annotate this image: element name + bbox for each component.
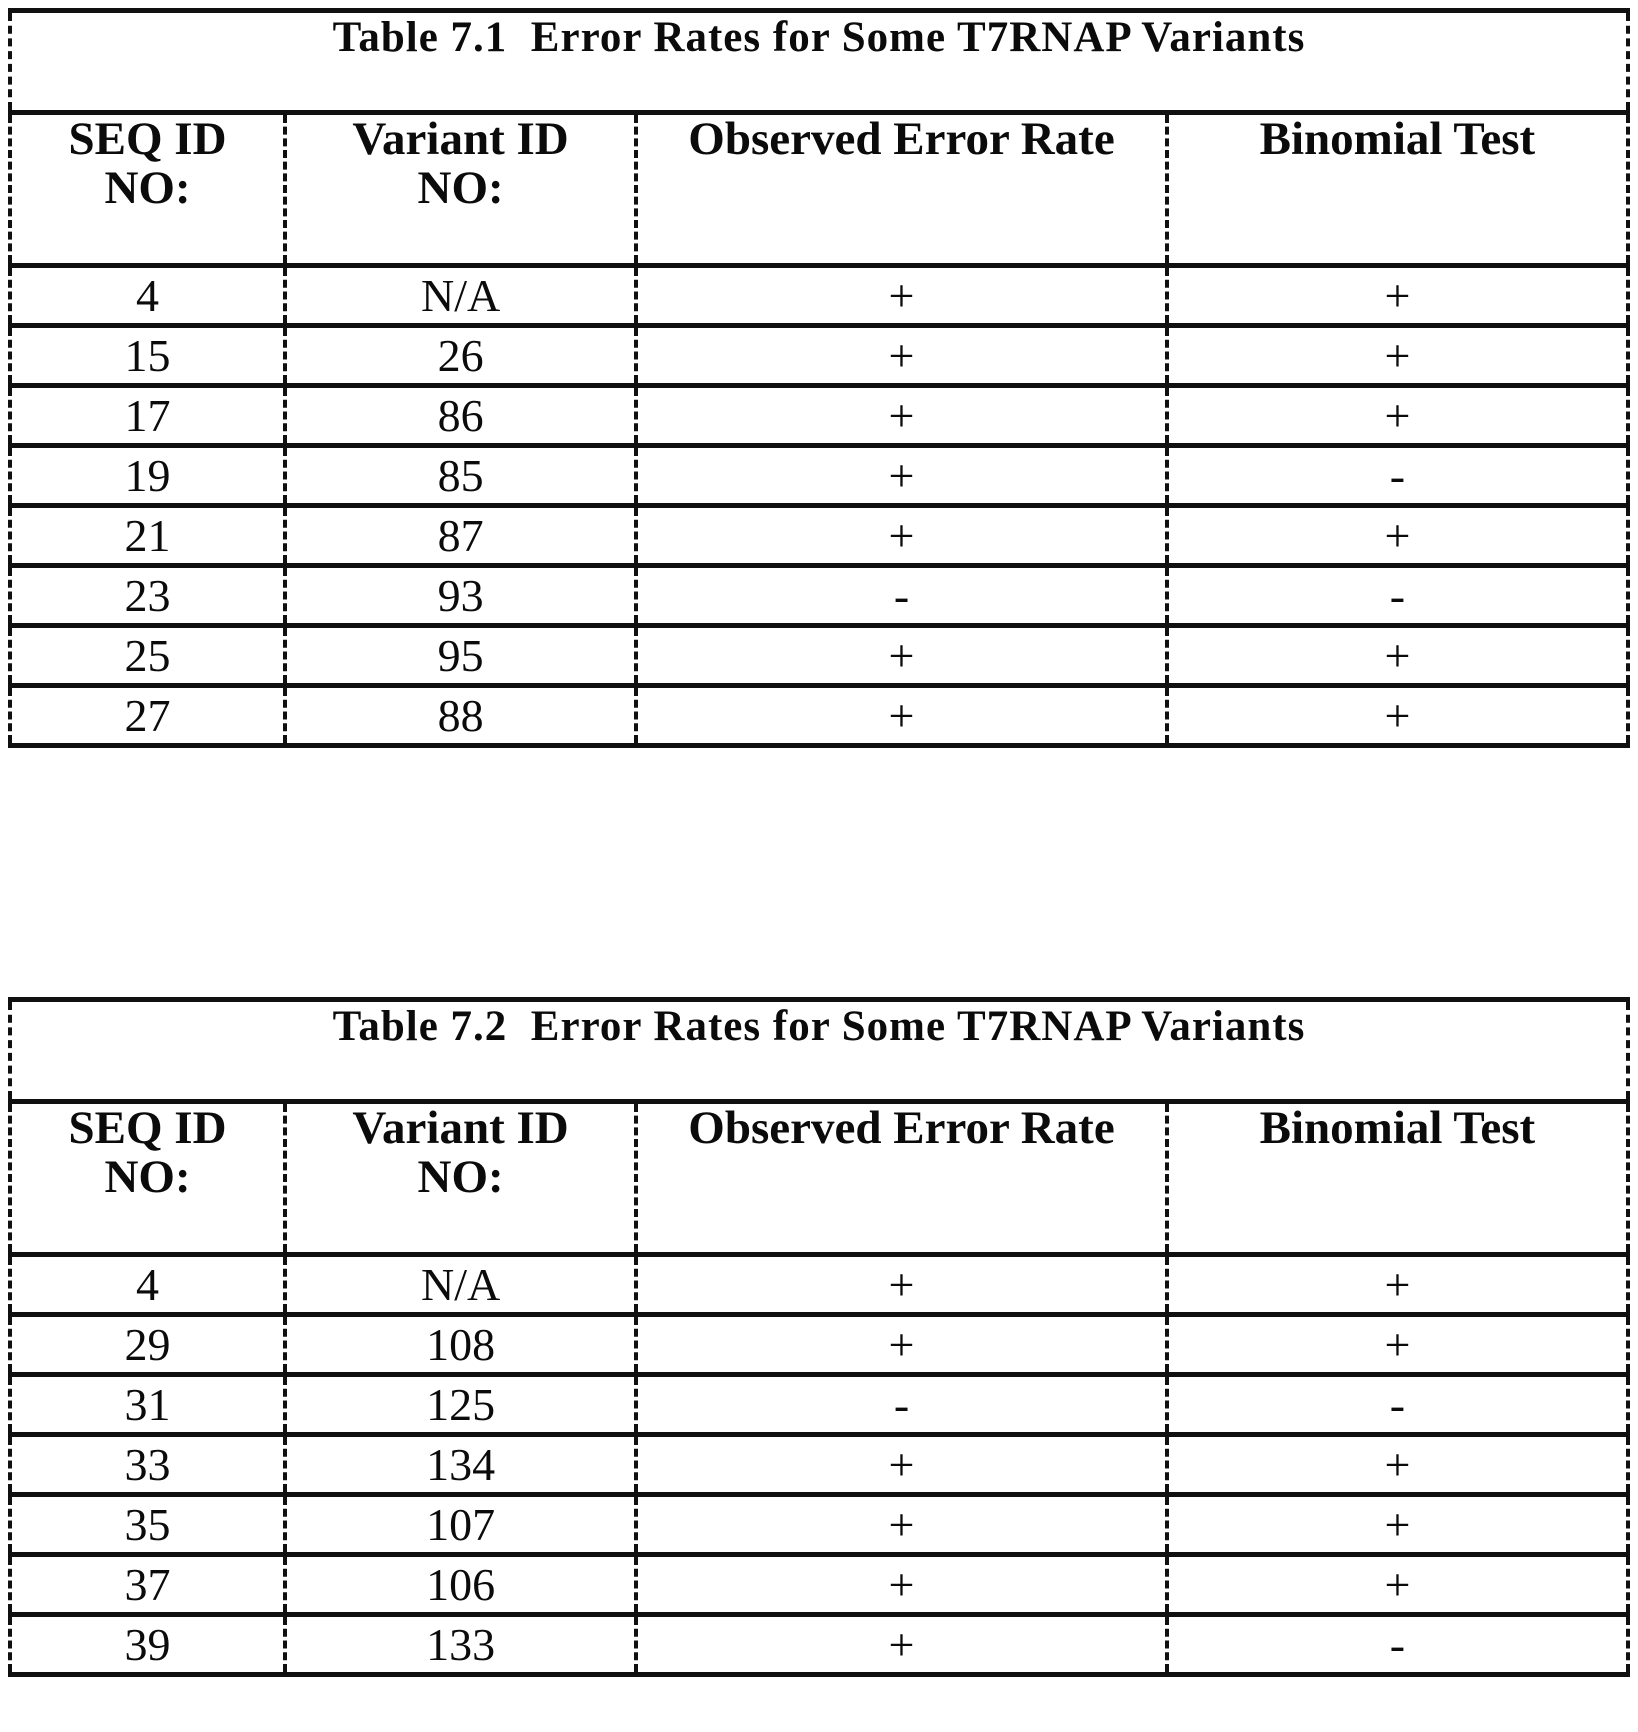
table-cell-variant-id: 134 (285, 1435, 636, 1495)
table-row (10, 566, 1628, 626)
table-row (10, 686, 1628, 746)
table-cell-observed-error-rate: + (636, 1255, 1167, 1315)
table-row (10, 266, 1628, 326)
title-row (10, 1000, 1628, 1102)
table-cell-variant-id: 88 (285, 686, 636, 746)
table-cell-variant-id: 85 (285, 446, 636, 506)
table-row (10, 1375, 1628, 1435)
table-cell-seq-id: 4 (10, 266, 285, 326)
table-cell-variant-id: 93 (285, 566, 636, 626)
table-cell-binomial-test: + (1167, 1435, 1628, 1495)
error-rates-table-7-2 (8, 997, 1630, 1677)
table-cell-variant-id: N/A (285, 266, 636, 326)
table-cell-variant-id: 125 (285, 1375, 636, 1435)
title-row (10, 11, 1628, 113)
column-header-seq-id-no: SEQ ID NO: (10, 113, 285, 266)
table-7-2-head (10, 1000, 1628, 1255)
table-cell-observed-error-rate: + (636, 266, 1167, 326)
table-cell-binomial-test: + (1167, 1315, 1628, 1375)
table-row (10, 506, 1628, 566)
table-cell-observed-error-rate: - (636, 1375, 1167, 1435)
table-cell-binomial-test: + (1167, 626, 1628, 686)
table-cell-variant-id: 26 (285, 326, 636, 386)
table-cell-binomial-test: + (1167, 686, 1628, 746)
table-cell-seq-id: 19 (10, 446, 285, 506)
table-cell-variant-id: 95 (285, 626, 636, 686)
table-cell-variant-id: N/A (285, 1255, 636, 1315)
table-cell-seq-id: 25 (10, 626, 285, 686)
table-cell-observed-error-rate: + (636, 326, 1167, 386)
table-cell-seq-id: 27 (10, 686, 285, 746)
table-cell-observed-error-rate: + (636, 686, 1167, 746)
table-cell-seq-id: 33 (10, 1435, 285, 1495)
column-header-seq-id-no: SEQ ID NO: (10, 1102, 285, 1255)
table-cell-observed-error-rate: + (636, 386, 1167, 446)
table-cell-binomial-test: - (1167, 1615, 1628, 1675)
table-row (10, 1615, 1628, 1675)
table-cell-variant-id: 87 (285, 506, 636, 566)
table-cell-observed-error-rate: + (636, 626, 1167, 686)
table-7-1-body (10, 266, 1628, 746)
table-cell-observed-error-rate: + (636, 446, 1167, 506)
table-cell-observed-error-rate: + (636, 1495, 1167, 1555)
table-cell-binomial-test: + (1167, 1255, 1628, 1315)
table-cell-variant-id: 133 (285, 1615, 636, 1675)
table-cell-binomial-test: - (1167, 566, 1628, 626)
error-rates-table-7-1 (8, 8, 1630, 748)
table-cell-binomial-test: - (1167, 446, 1628, 506)
table-cell-seq-id: 31 (10, 1375, 285, 1435)
column-header-observed-error-rate: Observed Error Rate (636, 1102, 1167, 1255)
table-row (10, 626, 1628, 686)
table-cell-seq-id: 29 (10, 1315, 285, 1375)
table-row (10, 1255, 1628, 1315)
table-cell-variant-id: 108 (285, 1315, 636, 1375)
table-row (10, 326, 1628, 386)
table-row (10, 1435, 1628, 1495)
column-header-binomial-test: Binomial Test (1167, 1102, 1628, 1255)
column-header-binomial-test: Binomial Test (1167, 113, 1628, 266)
table-row (10, 1555, 1628, 1615)
table-cell-observed-error-rate: + (636, 1555, 1167, 1615)
table-7-2-body (10, 1255, 1628, 1675)
table-cell-observed-error-rate: + (636, 1615, 1167, 1675)
table-cell-seq-id: 21 (10, 506, 285, 566)
column-header-variant-id-no: Variant ID NO: (285, 1102, 636, 1255)
table-cell-observed-error-rate: + (636, 1435, 1167, 1495)
table-cell-binomial-test: + (1167, 386, 1628, 446)
table-cell-observed-error-rate: - (636, 566, 1167, 626)
table-cell-seq-id: 4 (10, 1255, 285, 1315)
table-title: Table 7.1 Error Rates for Some T7RNAP Variants (10, 11, 1628, 113)
column-header-observed-error-rate: Observed Error Rate (636, 113, 1167, 266)
table-cell-seq-id: 17 (10, 386, 285, 446)
table-7-1-head (10, 11, 1628, 266)
table-cell-seq-id: 37 (10, 1555, 285, 1615)
header-row (10, 1102, 1628, 1255)
table-cell-binomial-test: + (1167, 326, 1628, 386)
table-cell-variant-id: 106 (285, 1555, 636, 1615)
table-cell-seq-id: 15 (10, 326, 285, 386)
table-cell-observed-error-rate: + (636, 506, 1167, 566)
table-cell-variant-id: 107 (285, 1495, 636, 1555)
table-cell-seq-id: 23 (10, 566, 285, 626)
table-cell-binomial-test: - (1167, 1375, 1628, 1435)
column-header-variant-id-no: Variant ID NO: (285, 113, 636, 266)
table-cell-seq-id: 35 (10, 1495, 285, 1555)
table-cell-binomial-test: + (1167, 1495, 1628, 1555)
table-cell-seq-id: 39 (10, 1615, 285, 1675)
header-row (10, 113, 1628, 266)
table-row (10, 1315, 1628, 1375)
table-row (10, 386, 1628, 446)
table-cell-variant-id: 86 (285, 386, 636, 446)
table-row (10, 1495, 1628, 1555)
table-cell-observed-error-rate: + (636, 1315, 1167, 1375)
table-row (10, 446, 1628, 506)
table-cell-binomial-test: + (1167, 506, 1628, 566)
table-title: Table 7.2 Error Rates for Some T7RNAP Variants (10, 1000, 1628, 1102)
table-cell-binomial-test: + (1167, 1555, 1628, 1615)
table-cell-binomial-test: + (1167, 266, 1628, 326)
